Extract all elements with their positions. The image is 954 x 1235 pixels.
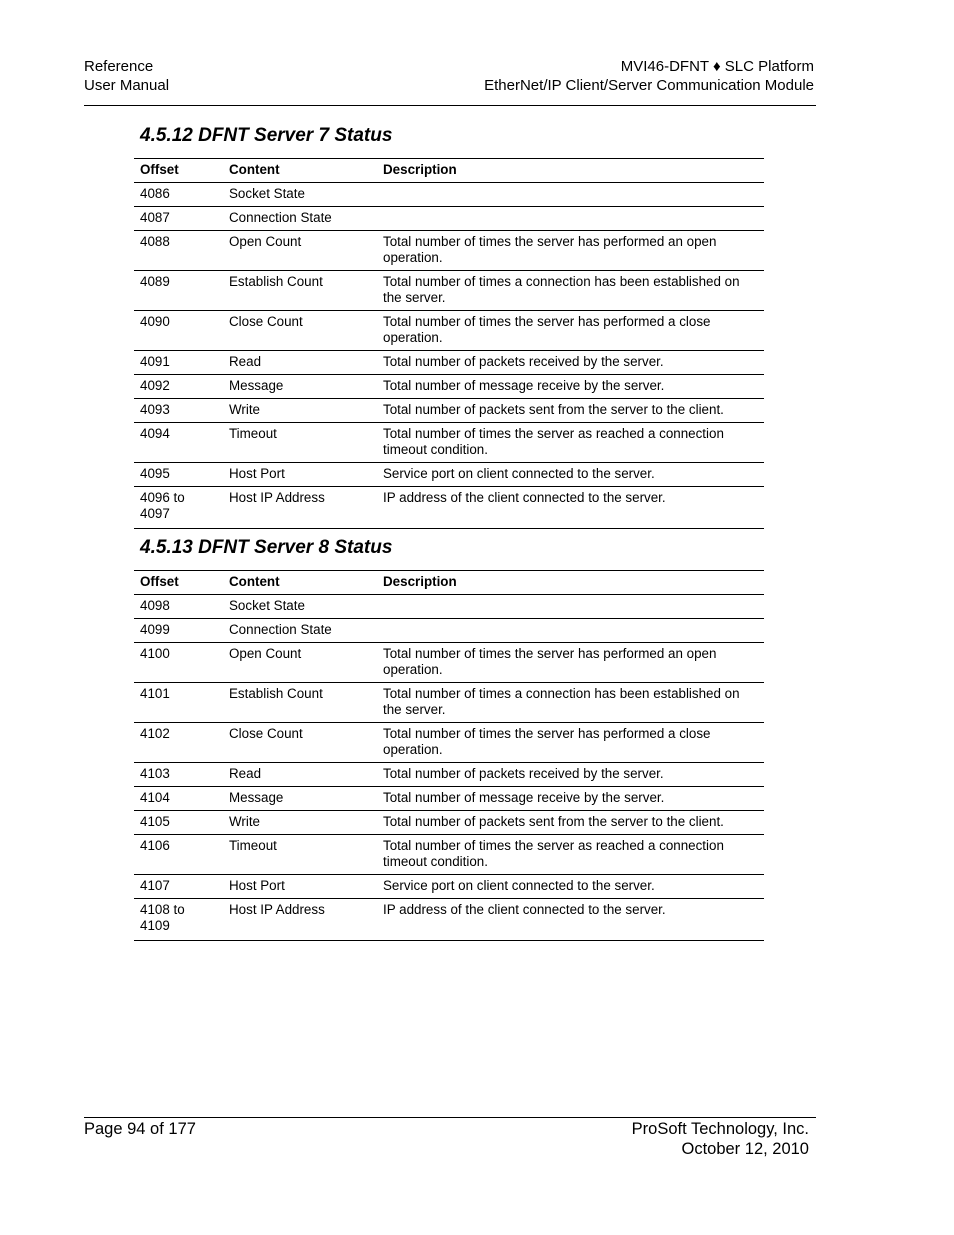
table-header-row <box>134 571 764 595</box>
description-cell: Total number of times a connection has been established on the server. <box>377 683 764 723</box>
header-divider <box>84 105 816 106</box>
content-cell: Write <box>223 811 377 835</box>
page-header-right <box>484 57 814 95</box>
description-cell: IP address of the client connected to the server. <box>377 899 764 941</box>
table-row <box>134 231 764 271</box>
offset-cell: 4092 <box>134 375 223 399</box>
column-header-description: Description <box>377 571 764 595</box>
description-cell: Total number of packets received by the server. <box>377 763 764 787</box>
offset-cell: 4094 <box>134 423 223 463</box>
offset-cell: 4090 <box>134 311 223 351</box>
table-row <box>134 899 764 941</box>
table-header-row <box>134 159 764 183</box>
table-row <box>134 311 764 351</box>
description-cell: Total number of packets sent from the server to the client. <box>377 811 764 835</box>
content-cell: Timeout <box>223 835 377 875</box>
content-cell: Host Port <box>223 875 377 899</box>
server-8-table-body <box>134 595 764 941</box>
content-cell: Host IP Address <box>223 487 377 529</box>
table-row <box>134 183 764 207</box>
offset-cell: 4102 <box>134 723 223 763</box>
offset-cell: 4103 <box>134 763 223 787</box>
table-row <box>134 423 764 463</box>
table-row <box>134 683 764 723</box>
table-row <box>134 723 764 763</box>
table-row <box>134 595 764 619</box>
offset-cell: 4104 <box>134 787 223 811</box>
offset-cell: 4087 <box>134 207 223 231</box>
table-row <box>134 207 764 231</box>
content-cell: Close Count <box>223 311 377 351</box>
header-product-name: MVI46-DFNT ♦ SLC Platform <box>620 58 814 75</box>
table-row <box>134 271 764 311</box>
header-document-type: User Manual <box>84 77 170 94</box>
description-cell: Total number of times the server has performed an open operation. <box>377 643 764 683</box>
table-row <box>134 399 764 423</box>
table-row <box>134 643 764 683</box>
offset-cell: 4089 <box>134 271 223 311</box>
footer-company: ProSoft Technology, Inc. <box>631 1120 809 1138</box>
column-header-offset: Offset <box>134 159 223 183</box>
offset-cell: 4098 <box>134 595 223 619</box>
offset-cell: 4105 <box>134 811 223 835</box>
offset-cell: 4100 <box>134 643 223 683</box>
description-cell: Total number of message receive by the server. <box>377 375 764 399</box>
footer-divider <box>84 1117 816 1118</box>
offset-cell: 4108 to 4109 <box>134 899 223 941</box>
offset-cell: 4095 <box>134 463 223 487</box>
content-cell: Read <box>223 763 377 787</box>
table-row <box>134 875 764 899</box>
content-cell: Establish Count <box>223 271 377 311</box>
column-header-description: Description <box>377 159 764 183</box>
description-cell <box>377 619 764 643</box>
content-cell: Host Port <box>223 463 377 487</box>
table-row <box>134 787 764 811</box>
server-7-status-table <box>134 158 764 529</box>
content-cell: Connection State <box>223 207 377 231</box>
table-row <box>134 487 764 529</box>
content-cell: Socket State <box>223 595 377 619</box>
page-number: Page 94 of 177 <box>84 1120 196 1138</box>
offset-cell: 4091 <box>134 351 223 375</box>
header-product-description: EtherNet/IP Client/Server Communication Module <box>484 77 814 94</box>
offset-cell: 4101 <box>134 683 223 723</box>
description-cell: Total number of times the server as reached a connection timeout condition. <box>377 835 764 875</box>
content-cell: Write <box>223 399 377 423</box>
column-header-content: Content <box>223 571 377 595</box>
table-row <box>134 619 764 643</box>
footer-date: October 12, 2010 <box>681 1140 809 1158</box>
content-cell: Message <box>223 375 377 399</box>
offset-cell: 4107 <box>134 875 223 899</box>
description-cell: Total number of message receive by the server. <box>377 787 764 811</box>
description-cell: Total number of times the server has performed a close operation. <box>377 311 764 351</box>
offset-cell: 4093 <box>134 399 223 423</box>
description-cell: Total number of times the server as reached a connection timeout condition. <box>377 423 764 463</box>
table-row <box>134 463 764 487</box>
description-cell <box>377 183 764 207</box>
table-row <box>134 811 764 835</box>
description-cell: Total number of times the server has performed a close operation. <box>377 723 764 763</box>
description-cell: IP address of the client connected to the server. <box>377 487 764 529</box>
page-header-left <box>84 57 169 95</box>
content-cell: Timeout <box>223 423 377 463</box>
column-header-offset: Offset <box>134 571 223 595</box>
description-cell: Total number of packets sent from the server to the client. <box>377 399 764 423</box>
content-cell: Host IP Address <box>223 899 377 941</box>
description-cell: Total number of packets received by the server. <box>377 351 764 375</box>
content-cell: Close Count <box>223 723 377 763</box>
content-cell: Message <box>223 787 377 811</box>
description-cell: Total number of times the server has performed an open operation. <box>377 231 764 271</box>
table-row <box>134 835 764 875</box>
content-cell: Open Count <box>223 643 377 683</box>
table-row <box>134 375 764 399</box>
server-7-table-body <box>134 183 764 529</box>
column-header-content: Content <box>223 159 377 183</box>
description-cell <box>377 595 764 619</box>
content-cell: Open Count <box>223 231 377 271</box>
table-row <box>134 763 764 787</box>
content-cell: Read <box>223 351 377 375</box>
description-cell <box>377 207 764 231</box>
table-row <box>134 351 764 375</box>
page-footer-right <box>632 1119 809 1159</box>
offset-cell: 4088 <box>134 231 223 271</box>
content-cell: Socket State <box>223 183 377 207</box>
description-cell: Service port on client connected to the server. <box>377 875 764 899</box>
description-cell: Total number of times a connection has been established on the server. <box>377 271 764 311</box>
offset-cell: 4096 to 4097 <box>134 487 223 529</box>
header-section-name: Reference <box>84 58 154 75</box>
content-cell: Connection State <box>223 619 377 643</box>
section-title-server-7: 4.5.12 DFNT Server 7 Status <box>140 125 393 146</box>
offset-cell: 4086 <box>134 183 223 207</box>
offset-cell: 4099 <box>134 619 223 643</box>
server-8-status-table <box>134 570 764 941</box>
section-title-server-8: 4.5.13 DFNT Server 8 Status <box>140 537 393 558</box>
content-cell: Establish Count <box>223 683 377 723</box>
description-cell: Service port on client connected to the server. <box>377 463 764 487</box>
offset-cell: 4106 <box>134 835 223 875</box>
